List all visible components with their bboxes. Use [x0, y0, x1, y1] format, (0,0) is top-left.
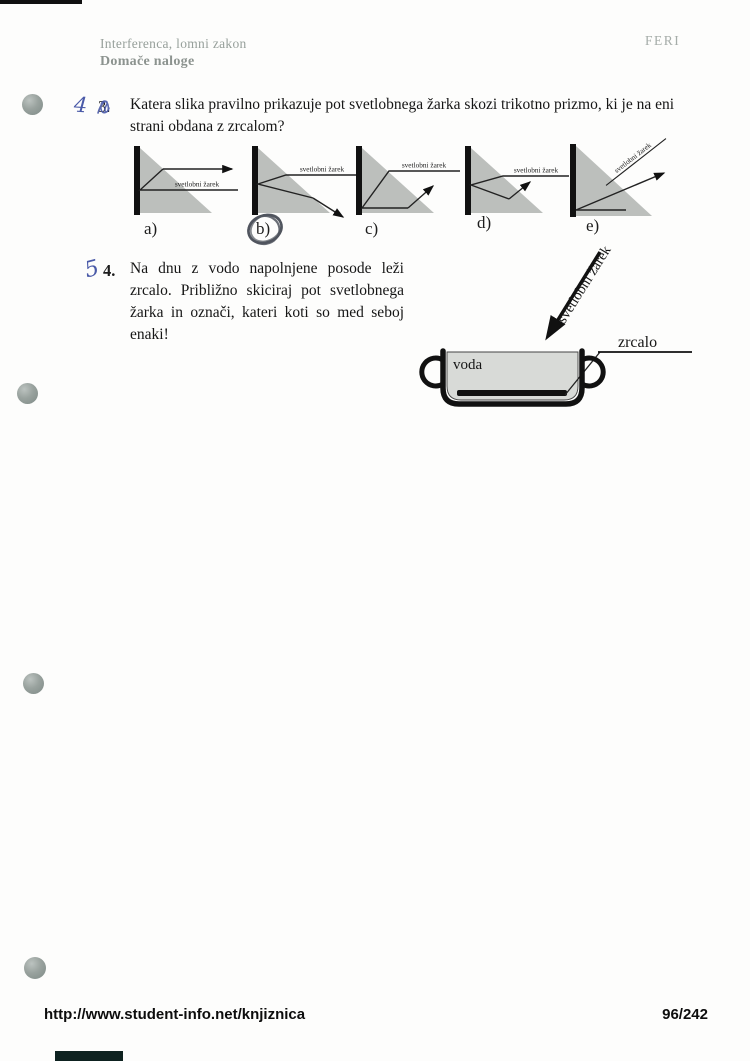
prism-diagram-e	[564, 138, 676, 238]
mirror-bar	[134, 146, 140, 215]
pot-handle-left	[422, 358, 443, 386]
punch-hole	[23, 673, 44, 694]
option-e-label: e)	[586, 216, 600, 235]
footer-page-number: 96/242	[662, 1006, 708, 1023]
option-b	[246, 145, 364, 255]
option-a-label: a)	[144, 219, 158, 238]
ray-label: svetlobni žarek	[174, 179, 220, 189]
mirror-bar	[570, 144, 576, 217]
punch-hole	[24, 957, 46, 979]
option-e	[564, 138, 682, 248]
option-a	[128, 145, 246, 255]
prism-triangle	[471, 148, 543, 213]
mirror-bar	[465, 146, 471, 215]
scan-edge-mark-top	[0, 0, 82, 4]
vessel-diagram	[415, 238, 710, 418]
mirror-bar	[457, 390, 567, 396]
ray-label: svetlobni žarek	[612, 140, 653, 175]
footer-url: http://www.student-info.net/knjiznica	[44, 1006, 306, 1023]
handwritten-number-blue: 5	[82, 255, 102, 284]
punch-hole	[22, 94, 43, 115]
ray-label: svetlobni žarek	[299, 164, 345, 174]
ray-label: svetlobni žarek	[401, 160, 447, 170]
printed-question-number: 3.	[98, 97, 111, 116]
prism-triangle	[362, 148, 434, 213]
ray-label-group	[554, 242, 615, 326]
question-3-text: Katera slika pravilno prikazuje pot svetlobnega žarka skozi trikotno prizmo, ki je na eni strani obdana z zrcalom?	[130, 96, 675, 135]
option-c-label: c)	[365, 219, 379, 238]
handwritten-number-blue: 4	[73, 92, 89, 118]
pot-handle-right	[582, 358, 603, 386]
ray-label: svetlobni žarek	[554, 243, 615, 327]
mirror-bar	[252, 146, 258, 215]
question-4-text: Na dnu z vodo napolnjene posode leži zrcalo. Približno skiciraj pot svetlobnega žarka in označi, kateri koti so med seboj enaki!	[130, 260, 404, 343]
scan-edge-mark-bottom	[55, 1051, 123, 1061]
header-brand: FERI	[645, 33, 681, 48]
mirror-label: zrcalo	[618, 334, 658, 351]
pen-scribble	[94, 95, 116, 119]
punch-hole	[17, 383, 38, 404]
option-b-label: b)	[256, 219, 271, 238]
header-course-title: Interferenca, lomni zakon	[100, 36, 247, 51]
ray-label: svetlobni žarek	[513, 165, 559, 175]
printed-question-number: 4.	[103, 261, 116, 280]
prism-diagram-d	[459, 145, 571, 237]
option-d-label: d)	[477, 213, 492, 232]
pen-circle-annotation	[242, 207, 290, 253]
water-label: voda	[453, 357, 483, 373]
header-section-title: Domače naloge	[100, 54, 195, 69]
ray-label-line	[606, 139, 666, 186]
mirror-bar	[356, 146, 362, 215]
